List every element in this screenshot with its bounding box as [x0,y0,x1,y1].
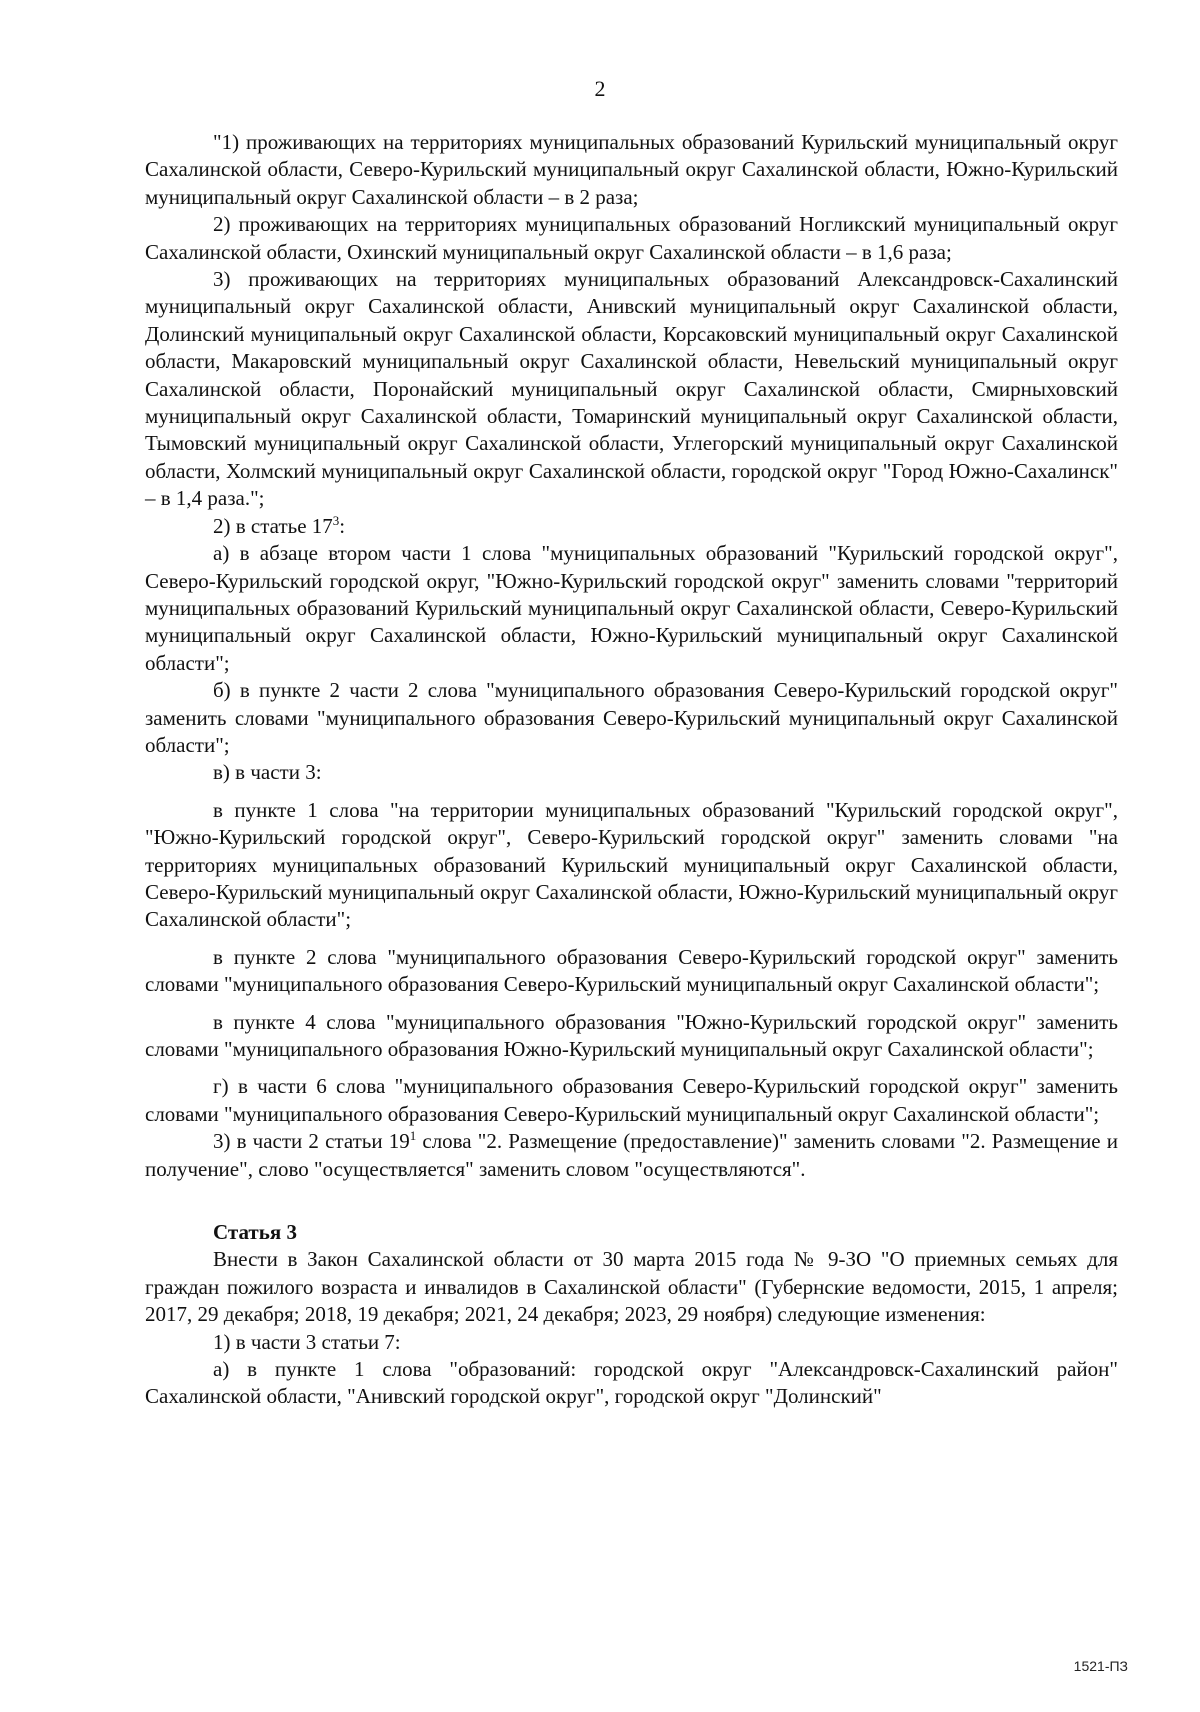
item-2-subitem-v: в) в части 3: [213,760,322,785]
item-2-subitem-b: б) в пункте 2 части 2 слова "муниципального образования Северо-Курильский городской округ" заменить словами "муниципального образования Северо-Курильский муниципальный округ Сахалинской области"; [145,678,1118,757]
item-2-prefix: 2) в статье 17 [213,513,333,538]
spacer [145,1063,1118,1073]
spacer [145,787,1118,797]
spacer [145,999,1118,1009]
amendment-paragraph-3: 3) проживающих на территориях муниципальных образований Александровск-Сахалинский муниципальный округ Сахалинской области, Анивский муниципальный округ Сахалинской области, Долинский муниципальный округ Сахалинской области, Корсаковский муниципальный округ Сахалинской области, Макаровский муниципальный округ Сахалинской области, Невельский муниципальный округ Сахалинской области, Поронайский муниципальный округ Сахалинской области, Смирныховский муниципальный округ Сахалинской области, Томаринский муниципальный округ Сахалинской области, Тымовский муниципальный округ Сахалинской области, Углегорский муниципальный округ Сахалинской области, Холмский муниципальный округ Сахалинской области, городской округ "Город Южно-Сахалинск" – в 1,4 раза."; [145,267,1118,511]
item-2-v-point-4: в пункте 4 слова "муниципального образования "Южно-Курильский городской округ" заменить словами "муниципального образования Южно-Курильский муниципальный округ Сахалинской области"; [145,1009,1118,1061]
amendment-paragraph-1: "1) проживающих на территориях муниципальных образований Курильский муниципальный округ Сахалинской области, Северо-Курильский муниципальный округ Сахалинской области, Южно-Курильский муниципальный округ Сахалинской области – в 2 раза; [145,130,1118,209]
item-2-suffix: : [339,513,346,538]
page-number: 2 [594,76,606,101]
item-2-subitem-a: а) в абзаце втором части 1 слова "муниципальных образований "Курильский городской округ", Северо-Курильский городской округ, "Южно-Курильский городской округ" заменить словами "территорий муниципальных образований Курильский муниципальный округ Сахалинской области, Северо-Курильский муниципальный округ Сахалинской области, Южно-Курильский муниципальный округ Сахалинской области"; [145,541,1118,675]
item-3-prefix: 3) в части 2 статьи 19 [213,1129,410,1154]
item-3-superscript: 1 [409,1128,417,1144]
article-3-heading: Статья 3 [213,1220,297,1245]
item-2-v-point-1: в пункте 1 слова "на территории муниципальных образований "Курильский городской округ", "Южно-Курильский городской округ", Северо-Курильский городской округ" заменить словами "на территориях муниципальных образований Курильский муниципальный округ Сахалинской области, Северо-Курильский муниципальный округ Сахалинской области, Южно-Курильский муниципальный округ Сахалинской области"; [145,797,1118,932]
document-code: 1521-ПЗ [1073,1658,1128,1674]
item-2-superscript: 3 [332,512,340,528]
item-3-suffix: слова "2. Размещение (предоставление)" заменить словами "2. Размещение и получение", слово "осуществляется" заменить словом "осуществляются". [145,1129,1118,1181]
article-3-item-1: 1) в части 3 статьи 7: [213,1329,401,1354]
amendment-paragraph-2: 2) проживающих на территориях муниципальных образований Ногликский муниципальный округ Сахалинской области, Охинский муниципальный округ Сахалинской области – в 1,6 раза; [145,212,1118,264]
item-2-v-point-2: в пункте 2 слова "муниципального образования Северо-Курильский городской округ" заменить словами "муниципального образования Северо-Курильский муниципальный округ Сахалинской области"; [145,944,1118,997]
document-body [145,129,1118,1411]
item-3-article-19-1 [145,1128,1118,1183]
spacer [145,934,1118,944]
item-2-article-17-3 [145,513,1118,540]
item-2-subitem-g: г) в части 6 слова "муниципального образования Северо-Курильский городской округ" заменить словами "муниципального образования Северо-Курильский муниципальный округ Сахалинской области"; [145,1074,1118,1126]
article-3-intro: Внести в Закон Сахалинской области от 30 марта 2015 года № 9-ЗО "О приемных семьях для граждан пожилого возраста и инвалидов в Сахалинской области" (Губернские ведомости, 2015, 1 апреля; 2017, 29 декабря; 2018, 19 декабря; 2021, 24 декабря; 2023, 29 ноября) следующие изменения: [145,1247,1118,1327]
article-3-item-1-a: а) в пункте 1 слова "образований: городской округ "Александровск-Сахалинский район" Сахалинской области, "Анивский городской округ", городской округ "Долинский" [145,1357,1118,1409]
spacer [145,1183,1118,1219]
